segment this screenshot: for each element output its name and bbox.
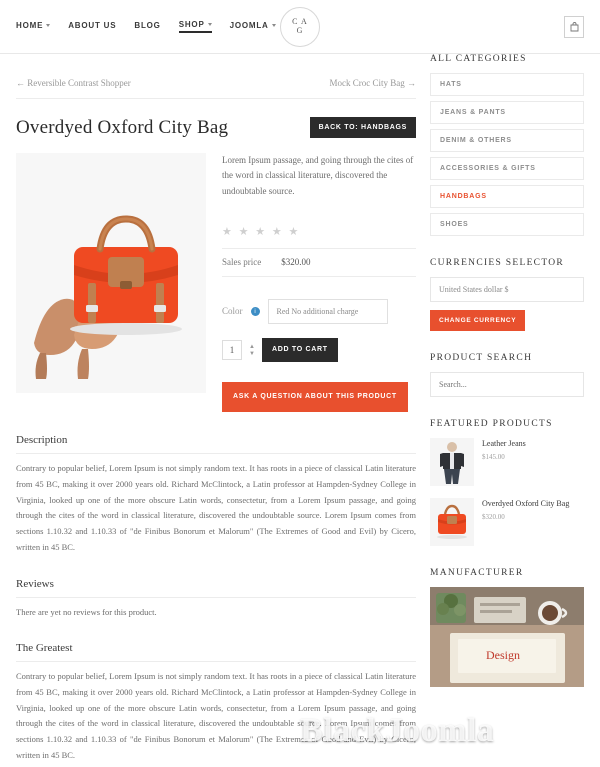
featured-product-price: $320.00	[482, 513, 505, 522]
sidebar-item-accessories-gifts[interactable]: ACCESSORIES & GIFTS	[430, 157, 584, 180]
manufacturer-image[interactable]	[430, 587, 584, 687]
color-option-row	[222, 299, 416, 325]
quantity-increase-icon[interactable]: ▲	[249, 343, 255, 350]
section-heading: Reviews	[16, 578, 416, 598]
breadcrumb-next-link[interactable]: Mock Croc City Bag →	[329, 78, 416, 88]
cart-icon	[570, 22, 579, 32]
breadcrumb	[16, 54, 416, 99]
site-header	[0, 0, 600, 54]
manufacturer-block	[430, 568, 584, 687]
svg-text:Design: Design	[486, 648, 520, 662]
quantity-row	[222, 338, 416, 362]
nav-item-home[interactable]	[16, 21, 50, 32]
product-image[interactable]	[16, 153, 206, 393]
nav-item-joomla[interactable]	[230, 21, 276, 32]
info-icon[interactable]: i	[251, 307, 260, 316]
product-title-row	[16, 117, 416, 139]
price-row	[222, 248, 416, 277]
section-body: Contrary to popular belief, Lorem Ipsum is not simply random text. It has roots in a piece of classical Latin literature from 45 BC, making it over 2000 years old. Richard McClintock, a Latin professor at Hampden-Sydney College in Virginia, looked up one of the more obscure Latin words, consectetur, from a Lorem Ipsum passage, and going through the cites of the word in classical literature, discovered the undoubtable source. Lorem Ipsum comes from sections 1.10.32 and 1.10.33 of "de Finibus Bonorum et Malorum" (The Extremes of Good and Evil) by Cicero, written in 45 BC.	[16, 671, 416, 760]
price-label: Sales price	[222, 256, 262, 267]
featured-product-text	[482, 498, 569, 521]
currency-block	[430, 258, 584, 331]
nav-item-label: HOME	[16, 21, 44, 30]
featured-products-block	[430, 419, 584, 546]
nav-item-label: ABOUT US	[68, 21, 117, 30]
site-logo[interactable]	[280, 7, 320, 47]
quantity-stepper[interactable]	[249, 344, 255, 357]
list-item[interactable]	[430, 498, 584, 546]
section-the-greatest	[16, 642, 416, 763]
section-body: Contrary to popular belief, Lorem Ipsum is not simply random text. It has roots in a piece of classical Latin literature from 45 BC, making it over 2000 years old. Richard McClintock, a Latin professor at Hampden-Sydney College in Virginia, looked up one of the more obscure Latin words, consectetur, from a Lorem Ipsum passage, and going through the cites of the word in classical literature, discovered the undoubtable source. Lorem Ipsum comes from sections 1.10.32 and 1.10.33 of "de Finibus Bonorum et Malorum" (The Extremes of Good and Evil) by Cicero, written in 45 BC.	[16, 463, 416, 552]
sidebar-item-denim-others[interactable]: DENIM & OTHERS	[430, 129, 584, 152]
back-to-handbags-button[interactable]: BACK TO: HANDBAGS	[310, 117, 416, 138]
chevron-down-icon	[208, 23, 212, 26]
sidebar-item-hats[interactable]: HATS	[430, 73, 584, 96]
watermark: BlackJoomla	[300, 712, 495, 749]
featured-product-text	[482, 438, 526, 461]
price-value: $320.00	[281, 256, 311, 267]
nav-item-label: SHOP	[178, 20, 205, 29]
product-thumbnail	[430, 438, 474, 486]
categories-title: ALL CATEGORIES	[430, 54, 527, 64]
sidebar-item-jeans-pants[interactable]: JEANS & PANTS	[430, 101, 584, 124]
leather-jeans-illustration	[430, 438, 474, 486]
product-short-description: Lorem Ipsum passage, and going through the cites of the word in classical literature, discovered the undoubtable source.	[222, 155, 414, 196]
product-search-title: PRODUCT SEARCH	[430, 353, 533, 363]
section-heading: Description	[16, 434, 416, 454]
search-input[interactable]	[430, 372, 584, 397]
sidebar-item-shoes[interactable]: SHOES	[430, 213, 584, 236]
section-description	[16, 434, 416, 555]
color-select[interactable]: Red No additional charge	[268, 299, 388, 325]
featured-product-name[interactable]: Overdyed Oxford City Bag	[482, 499, 570, 508]
nav-item-label: JOOMLA	[229, 21, 269, 30]
nav-item-about-us[interactable]	[68, 21, 116, 32]
desk-scene-illustration	[430, 587, 584, 687]
featured-product-name[interactable]: Leather Jeans	[482, 439, 526, 448]
page-body	[0, 54, 600, 764]
handbag-and-shoes-illustration	[16, 153, 206, 393]
quantity-input[interactable]: 1	[222, 340, 242, 360]
manufacturer-title: MANUFACTURER	[430, 568, 524, 578]
breadcrumb-prev-link[interactable]: ← Reversible Contrast Shopper	[16, 78, 131, 88]
rating-stars[interactable]: ★ ★ ★ ★ ★	[222, 225, 301, 238]
main-column	[16, 54, 416, 764]
nav-item-label: BLOG	[134, 21, 161, 30]
featured-product-price: $145.00	[482, 453, 505, 462]
product-search-block	[430, 353, 584, 397]
add-to-cart-button[interactable]: ADD TO CART	[262, 338, 338, 362]
quantity-decrease-icon[interactable]: ▼	[249, 350, 255, 357]
section-reviews	[16, 578, 416, 621]
logo-top-text: C A	[292, 17, 308, 27]
section-heading: The Greatest	[16, 642, 416, 662]
featured-products-title: FEATURED PRODUCTS	[430, 419, 553, 429]
product-thumbnail	[430, 498, 474, 546]
chevron-down-icon	[272, 24, 276, 27]
currency-title: CURRENCIES SELECTOR	[430, 258, 565, 268]
cart-button[interactable]	[564, 16, 584, 38]
page-title: Overdyed Oxford City Bag	[16, 117, 229, 138]
sidebar	[430, 54, 584, 764]
sidebar-item-handbags[interactable]: HANDBAGS	[430, 185, 584, 208]
product-info	[222, 153, 416, 412]
nav-item-shop[interactable]	[179, 20, 212, 33]
product-detail	[16, 153, 416, 412]
nav-item-blog[interactable]	[134, 21, 160, 32]
categories-block	[430, 54, 584, 236]
section-body: There are yet no reviews for this product.	[16, 606, 157, 617]
main-navigation	[16, 20, 276, 33]
currency-select[interactable]: United States dollar $	[430, 277, 584, 302]
change-currency-button[interactable]: CHANGE CURRENCY	[430, 310, 525, 331]
color-label: Color	[222, 306, 243, 317]
category-list	[430, 73, 584, 236]
chevron-down-icon	[46, 24, 50, 27]
list-item[interactable]	[430, 438, 584, 486]
logo-bottom-text: G	[296, 25, 304, 35]
handbag-illustration	[430, 498, 474, 546]
ask-question-button[interactable]: ASK A QUESTION ABOUT THIS PRODUCT	[222, 382, 408, 412]
